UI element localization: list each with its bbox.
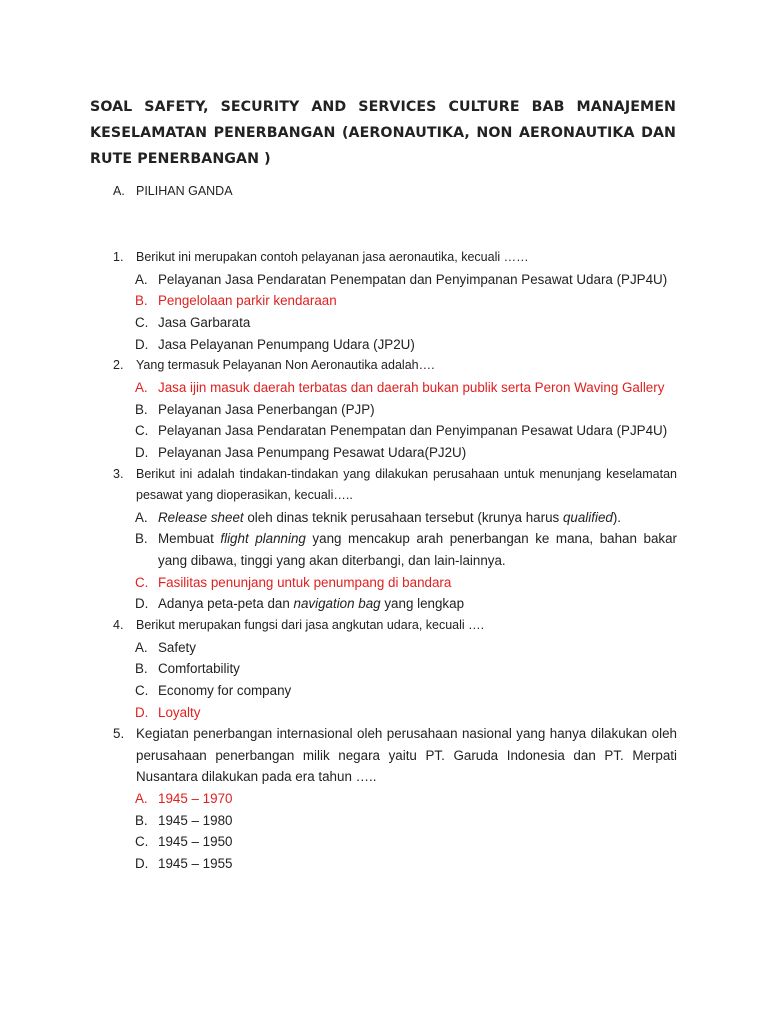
option-text-part: Adanya peta-peta dan (158, 596, 294, 612)
option-d (113, 853, 677, 875)
question-number: 2. (113, 358, 124, 373)
option-label: D. (135, 336, 149, 352)
question-number: 1. (113, 250, 124, 264)
document-title: SOAL SAFETY, SECURITY AND SERVICES CULTURE BAB MANAJEMEN KESELAMATAN PENERBANGAN (AERONAUTIKA, NON AERONAUTIKA DAN RUTE PENERBANGAN ) (90, 99, 676, 167)
option-text: Safety (158, 639, 196, 655)
option-text-part: Membuat (158, 531, 221, 547)
question-number: 3. (113, 466, 124, 481)
option-label: D. (135, 856, 149, 872)
option-text-part: yang lengkap (380, 596, 465, 612)
option-label: C. (135, 834, 149, 850)
option-label: C. (135, 574, 149, 590)
option-b-answer (113, 290, 677, 312)
option-text: Pelayanan Jasa Penumpang Pesawat Udara(PJ2U) (158, 444, 467, 460)
option-text: Pelayanan Jasa Pendaratan Penempatan dan Penyimpanan Pesawat Udara (PJP4U) (158, 271, 668, 287)
option-a (113, 507, 677, 529)
option-label: C. (135, 423, 149, 439)
question-4 (113, 615, 677, 723)
question-list (113, 247, 677, 875)
option-label: B. (135, 661, 148, 677)
option-label: A. (135, 379, 148, 395)
option-text: Economy for company (158, 683, 292, 699)
option-text: Jasa Pelayanan Penumpang Udara (JP2U) (158, 336, 415, 352)
option-text (158, 593, 677, 615)
question-text: Berikut merupakan fungsi dari jasa angkutan udara, kecuali …. (136, 618, 485, 633)
section-heading (113, 182, 233, 200)
option-c (113, 312, 677, 334)
option-text: Comfortability (158, 661, 240, 677)
option-text: Loyalty (158, 704, 201, 720)
option-label: A. (135, 271, 148, 287)
question-text: Kegiatan penerbangan internasional oleh perusahaan nasional yang hanya dilakukan oleh perusahaan penerbangan milik negara yaitu PT. Garuda Indonesia dan PT. Merpati Nusantara dilakukan pada era tahun ….. (136, 726, 677, 785)
option-label: B. (135, 812, 148, 828)
section-label: A. (113, 184, 125, 198)
option-b (113, 658, 677, 680)
question-1 (113, 247, 677, 355)
option-text-part: ). (612, 509, 622, 525)
question-2 (113, 355, 677, 463)
option-text-italic: flight planning (220, 531, 306, 547)
question-3 (113, 464, 677, 616)
option-label: A. (135, 509, 148, 525)
option-label: C. (135, 314, 149, 330)
option-a (113, 269, 677, 291)
option-text-italic: Release sheet (158, 509, 244, 525)
option-text: Jasa ijin masuk daerah terbatas dan daerah bukan publik serta Peron Waving Gallery (158, 379, 665, 395)
option-text (158, 528, 677, 571)
option-a-answer (113, 788, 677, 810)
option-label: D. (135, 704, 149, 720)
option-d (113, 442, 677, 464)
option-b (113, 810, 677, 832)
option-text: Pengelolaan parkir kendaraan (158, 293, 337, 309)
option-label: B. (135, 401, 148, 417)
option-a-answer (113, 377, 677, 399)
question-number: 5. (113, 726, 125, 742)
option-c (113, 420, 677, 442)
option-a (113, 637, 677, 659)
question-text: Berikut ini adalah tindakan-tindakan yang dilakukan perusahaan untuk menunjang keselamatan pesawat yang dioperasikan, kecuali….. (136, 466, 677, 503)
option-d (113, 593, 677, 615)
option-text: 1945 – 1970 (158, 790, 233, 806)
option-b (113, 399, 677, 421)
option-label: D. (135, 596, 149, 612)
option-text: 1945 – 1955 (158, 856, 233, 872)
option-text: 1945 – 1980 (158, 812, 233, 828)
option-label: B. (135, 293, 148, 309)
question-text: Yang termasuk Pelayanan Non Aeronautika adalah…. (136, 358, 435, 373)
option-text: Fasilitas penunjang untuk penumpang di bandara (158, 574, 452, 590)
option-d (113, 334, 677, 356)
option-text: Pelayanan Jasa Penerbangan (PJP) (158, 401, 375, 417)
option-c (113, 680, 677, 702)
option-text-italic: navigation bag (293, 596, 381, 612)
option-text: Pelayanan Jasa Pendaratan Penempatan dan Penyimpanan Pesawat Udara (PJP4U) (158, 423, 668, 439)
option-text-part: oleh dinas teknik perusahaan tersebut (krunya harus (243, 509, 563, 525)
option-b (113, 528, 677, 571)
option-label: C. (135, 683, 149, 699)
option-label: A. (135, 790, 148, 806)
option-text (158, 507, 677, 529)
question-number: 4. (113, 618, 124, 633)
question-text: Berikut ini merupakan contoh pelayanan jasa aeronautika, kecuali …… (136, 250, 529, 264)
question-5 (113, 723, 677, 874)
option-text: 1945 – 1950 (158, 834, 233, 850)
option-label: A. (135, 639, 148, 655)
option-c-answer (113, 572, 677, 594)
option-d-answer (113, 702, 677, 724)
option-text-part: yang mencakup arah penerbangan ke mana, bahan bakar yang dibawa, tinggi yang akan diterbangi, dan lain-lainnya. (158, 531, 678, 569)
option-label: D. (135, 444, 149, 460)
option-text: Jasa Garbarata (158, 314, 251, 330)
option-text-italic: qualified (562, 509, 613, 525)
section-text: PILIHAN GANDA (136, 184, 233, 198)
option-label: B. (135, 531, 148, 547)
option-c (113, 831, 677, 853)
